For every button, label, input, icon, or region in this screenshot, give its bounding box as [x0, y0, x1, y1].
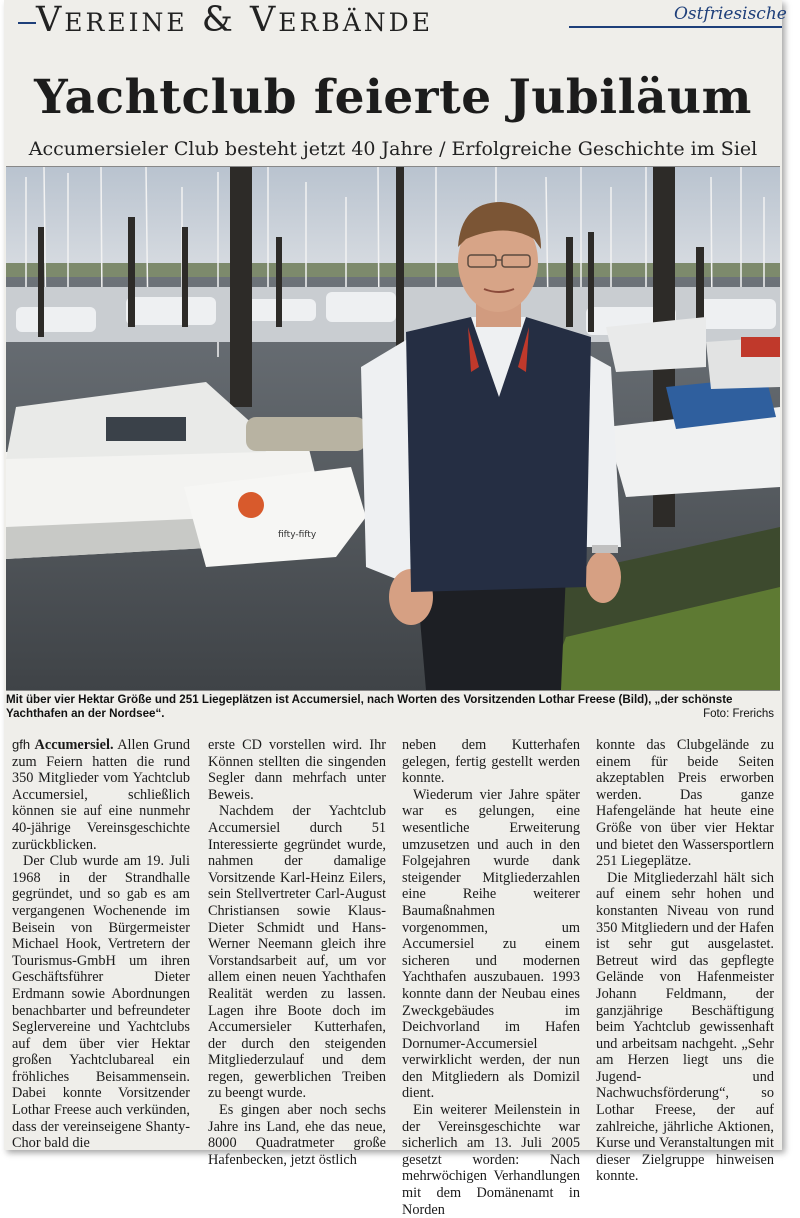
paragraph: neben dem Kutterhafen gelegen, fertig gestellt werden konnte. — [402, 737, 580, 787]
section-title: Vereine & Verbände — [36, 0, 433, 40]
photo-caption: Mit über vier Hektar Größe und 251 Liegeplätzen ist Accumersiel, nach Worten des Vorsitzenden Lothar Freese (Bild), „der schönste Yachthafen an der Nordsee“. — [6, 693, 733, 720]
dateline: Accumersiel. — [34, 737, 114, 753]
article-column-2 — [208, 737, 386, 1168]
paragraph: Der Club wurde am 19. Juli 1968 in der Strandhalle gegründet, und so gab es am vergangenen Wochenende im Beisein von Bürgermeister Michael Hook, Vertretern der Tourismus-GmbH um ihren Geschäftsführer Dieter Erdmann sowie Abordnungen benachbarter und befreundeter Seglervereine und Yachtclubs auf dem über vier Hektar großen Yachtclubareal ein fröhliches Beisammensein. Dabei konnte Vorsitzender Lothar Freese auch verkünden, dass der vereinseigene Shanty-Chor bald die — [12, 853, 190, 1152]
headline: Yachtclub feierte Jubiläum — [34, 70, 752, 125]
author-initials: gfh — [12, 737, 31, 752]
article-column-1 — [12, 737, 190, 1152]
newspaper-name: Ostfriesische — [674, 4, 787, 24]
paragraph: erste CD vorstellen wird. Ihr Können stellten die singenden Segler dann mehrfach unter Beweis. — [208, 737, 386, 803]
paragraph: Nachdem der Yachtclub Accumersiel durch 51 Interessierte gegründet wurde, nahmen der damalige Vorsitzende Karl-Heinz Eilers, sein Stellvertreter Carl-August Christiansen sowie Klaus-Dieter Schmidt und Hans-Werner Neemann gleich ihre Vorstandsarbeit auf, um vor allem einen neuen Yachthafen Realität werden zu lassen. Lagen ihre Boote doch im Accumersieler Kutterhafen, der durch den steigenden Mitgliederzulauf und dem regen, gewerblichen Treiben zu beengt wurde. — [208, 803, 386, 1102]
subheadline: Accumersieler Club besteht jetzt 40 Jahre / Erfolgreiche Geschichte im Siel — [28, 138, 758, 160]
paragraph: Wiederum vier Jahre später war es gelungen, eine wesentliche Erweiterung umzusetzen und auch in den Folgejahren wurde dank steigender Mitgliederzahlen eine Reihe weiterer Baumaßnahmen vorgenommen, um Accumersiel zu einem sicheren und modernen Yachthafen auszubauen. 1993 konnte dann der Neubau eines Zweckgebäudes im Deichvorland im Hafen Dornumer-Accumersiel verwirklicht werden, der nun den Mitgliedern als Domizil dient. — [402, 786, 580, 1102]
paragraph: Ein weiterer Meilenstein in der Vereinsgeschichte war sicherlich am 13. Juli 2005 gesetzt worden: Nach mehrwöchigen Verhandlungen mit dem Domänenamt in Norden — [402, 1102, 580, 1218]
paragraph — [12, 737, 190, 853]
article-column-3 — [402, 737, 580, 1218]
paragraph-text: Allen Grund zum Feiern hatten die rund 350 Mitglieder vom Yachtclub Accumersiel, schließlich können sie auf eine nunmehr 40-jährige Vereinsgeschichte zurückblicken. — [12, 737, 190, 853]
photo-credit: Foto: Frerichs — [703, 708, 774, 720]
paragraph: Die Mitgliederzahl hält sich auf einem sehr hohen und konstanten Niveau von rund 350 Mitgliedern und der Hafen ist sehr gut ausgelastet. Betreut wird das gepflegte Gelände von Hafenmeister Johann Feldmann, der ganzjährige Beschäftigung beim Yachtclub gewissenhaft und arbeitsam nachgeht. „Sehr am Herzen liegt uns die Jugend- und Nachwuchsförderung“, so Lothar Freese, der auf zahlreiche, jährliche Aktionen, Kurse und Veranstaltungen mit dieser Zielgruppe hinweisen konnte. — [596, 869, 774, 1185]
paragraph: Es gingen aber noch sechs Jahre ins Land, ehe das neue, 8000 Quadratmeter große Hafenbecken, jetzt östlich — [208, 1102, 386, 1168]
section-rule-left — [18, 22, 36, 24]
newspaper-clipping — [4, 0, 787, 1218]
section-rule-right — [569, 26, 782, 28]
paragraph: konnte das Clubgelände zu einem für beide Seiten akzeptablen Preis erworben werden. Das ganze Hafengelände hat heute eine Größe von über vier Hektar und bietet den Wassersportlern 251 Liegeplätze. — [596, 737, 774, 870]
harbor-photo — [6, 166, 780, 691]
boat-name-text: fifty-fifty — [278, 530, 317, 540]
article-column-4 — [596, 737, 774, 1185]
